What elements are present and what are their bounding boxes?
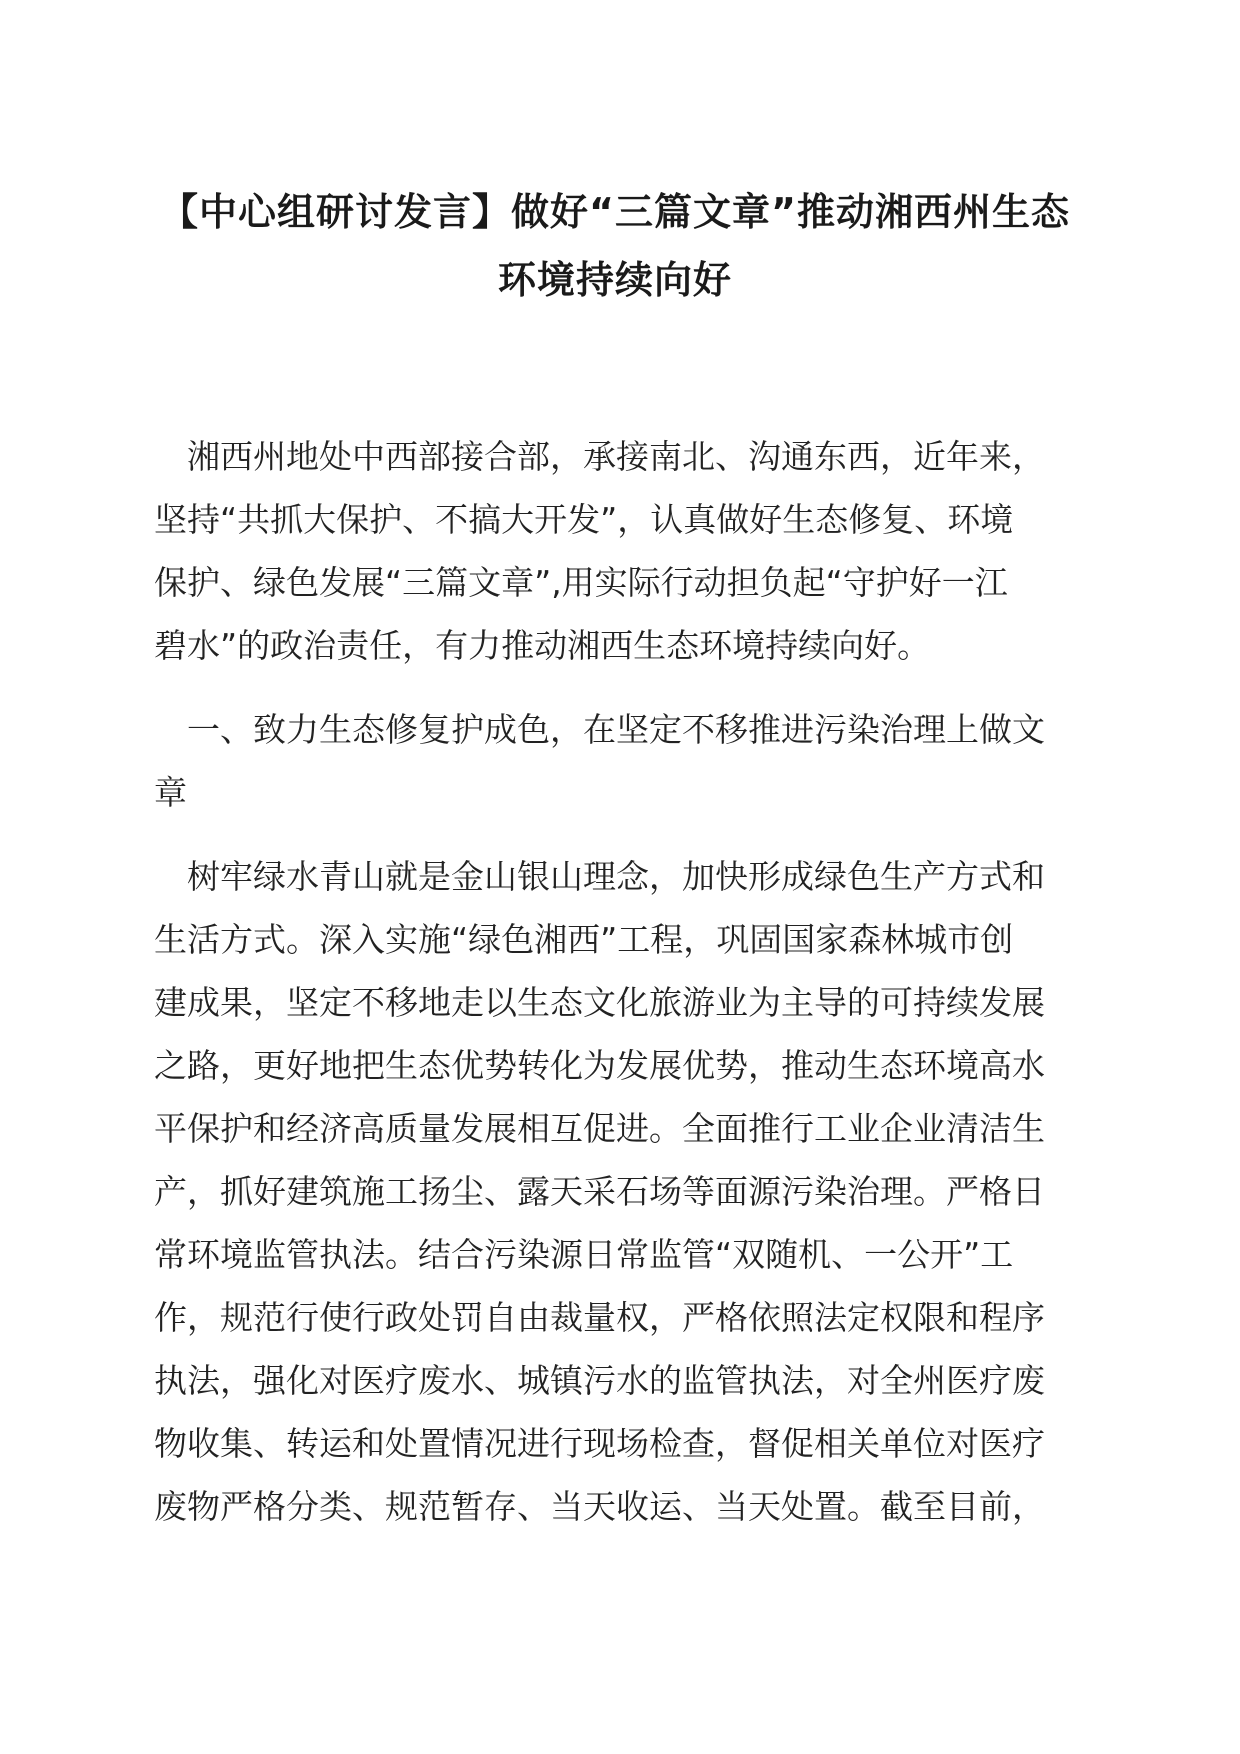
- body-line: 平保护和经济高质量发展相互促进。全面推行工业企业清洁生: [154, 1109, 1045, 1148]
- section-heading-line: 一、致力生态修复护成色，在坚定不移推进污染治理上做文: [154, 710, 1045, 749]
- body-line: 保护、绿色发展“三篇文章”,用实际行动担负起“守护好一江: [154, 563, 1008, 602]
- body-line: 产，抓好建筑施工扬尘、露天采石场等面源污染治理。严格日: [154, 1172, 1045, 1211]
- body-line: 常环境监管执法。结合污染源日常监管“双随机、一公开”工: [154, 1235, 1014, 1274]
- document-title-line-2: 环境持续向好: [497, 258, 732, 302]
- document-title-line-1: 【中心组研讨发言】做好“三篇文章”推动湘西州生态: [160, 190, 1070, 234]
- body-line: 湘西州地处中西部接合部，承接南北、沟通东西，近年来，: [154, 437, 1045, 476]
- body-line: 树牢绿水青山就是金山银山理念，加快形成绿色生产方式和: [154, 857, 1045, 896]
- body-line: 作，规范行使行政处罚自由裁量权，严格依照法定权限和程序: [154, 1298, 1045, 1337]
- body-line: 建成果，坚定不移地走以生态文化旅游业为主导的可持续发展: [154, 983, 1045, 1022]
- body-line: 之路，更好地把生态优势转化为发展优势，推动生态环境高水: [154, 1046, 1045, 1085]
- body-line: 坚持“共抓大保护、不搞大开发”，认真做好生态修复、环境: [154, 500, 1014, 539]
- body-line: 生活方式。深入实施“绿色湘西”工程，巩固国家森林城市创: [154, 920, 1014, 959]
- body-line: 执法，强化对医疗废水、城镇污水的监管执法，对全州医疗废: [154, 1361, 1045, 1400]
- body-line: 物收集、转运和处置情况进行现场检查，督促相关单位对医疗: [154, 1424, 1045, 1463]
- body-line: 废物严格分类、规范暂存、当天收运、当天处置。截至目前，: [154, 1487, 1045, 1526]
- body-line: 碧水”的政治责任，有力推动湘西生态环境持续向好。: [154, 626, 931, 665]
- section-heading-line: 章: [154, 773, 187, 812]
